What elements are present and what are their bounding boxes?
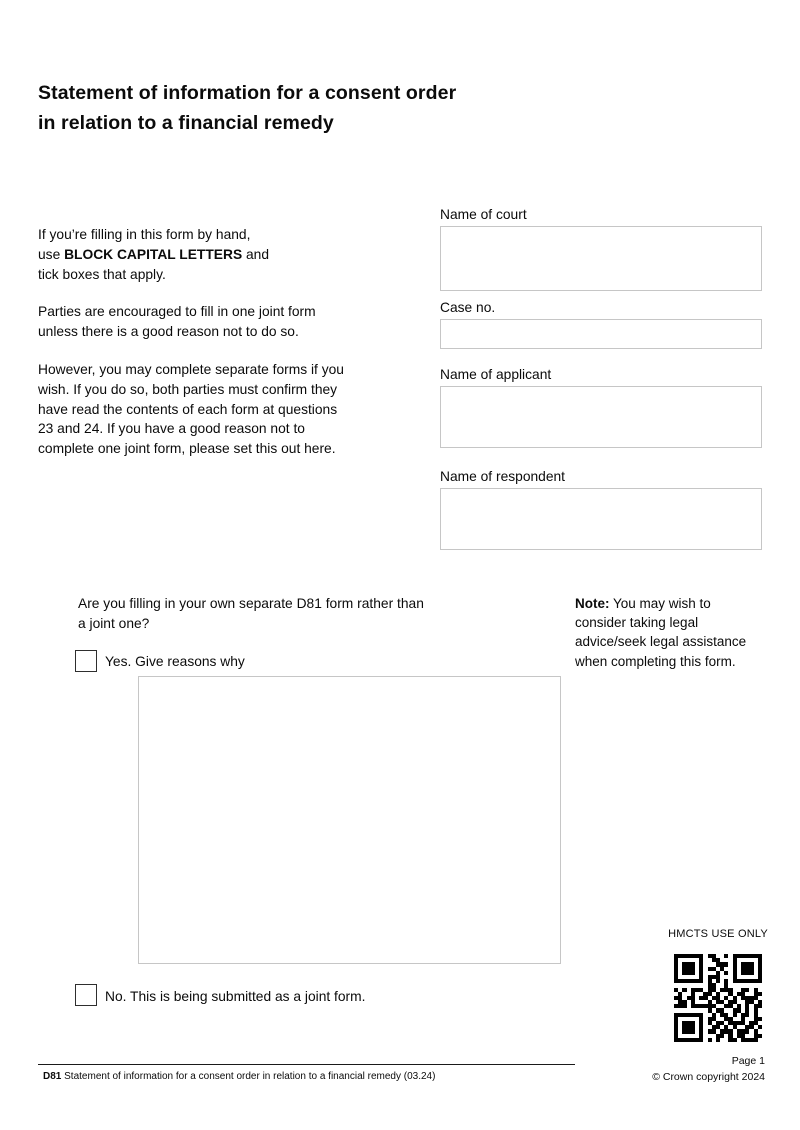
- intro-paragraph-joint: [38, 302, 438, 342]
- note-bold-prefix: Note:: [575, 596, 610, 611]
- question-line2: a joint one?: [78, 615, 150, 631]
- intro-hand-line2-bold: BLOCK CAPITAL LETTERS: [64, 246, 243, 262]
- yes-checkbox-label: Yes. Give reasons why: [105, 654, 245, 669]
- intro-paragraph-hand: [38, 225, 438, 284]
- reasons-why-field[interactable]: [138, 676, 561, 964]
- name-of-applicant-field[interactable]: [440, 386, 762, 448]
- question-line1: Are you filling in your own separate D81 form rather than: [78, 596, 424, 611]
- footer-form-reference: [43, 1071, 583, 1083]
- note-line3: advice/seek legal assistance: [575, 634, 747, 650]
- no-checkbox-label: No. This is being submitted as a joint form.: [105, 989, 366, 1004]
- footer-form-code: D81: [43, 1071, 62, 1082]
- page-title: [38, 78, 638, 138]
- intro-hand-line3: tick boxes that apply.: [38, 266, 166, 282]
- intro-hand-line2-post: and: [242, 246, 270, 262]
- hmcts-qr-code: [674, 954, 762, 1042]
- intro-separate-line2: wish. If you do so, both parties must confirm they: [38, 381, 338, 397]
- name-of-court-field[interactable]: [440, 226, 762, 291]
- intro-text: [38, 225, 438, 477]
- crown-copyright: © Crown copyright 2024: [652, 1071, 765, 1083]
- intro-hand-line1: If you’re filling in this form by hand,: [38, 227, 251, 242]
- page-title-line-2: in relation to a financial remedy: [38, 112, 334, 134]
- page-number: Page 1: [731, 1055, 765, 1067]
- note-line2: consider taking legal: [575, 615, 699, 631]
- footer-divider: [38, 1064, 575, 1065]
- name-of-respondent-field[interactable]: [440, 488, 762, 550]
- case-no-label: Case no.: [440, 300, 496, 315]
- note-line4: when completing this form.: [575, 653, 736, 669]
- name-of-respondent-label: Name of respondent: [440, 469, 566, 484]
- note-line1: You may wish to: [609, 596, 711, 611]
- intro-hand-line2-pre: use: [38, 246, 65, 262]
- intro-separate-line1: However, you may complete separate forms if you: [38, 361, 344, 377]
- name-of-applicant-label: Name of applicant: [440, 367, 552, 382]
- case-no-field[interactable]: [440, 319, 762, 349]
- intro-separate-line5: complete one joint form, please set this out here.: [38, 441, 336, 457]
- intro-separate-line4: 23 and 24. If you have a good reason not to: [38, 421, 305, 437]
- name-of-court-label: Name of court: [440, 207, 527, 222]
- footer-form-title: Statement of information for a consent order in relation to a financial remedy (03.24): [61, 1071, 436, 1082]
- separate-form-question: [78, 594, 538, 634]
- intro-separate-line3: have read the contents of each form at questions: [38, 401, 338, 417]
- legal-advice-note: [575, 594, 767, 671]
- no-checkbox[interactable]: [75, 984, 97, 1006]
- page-title-line-1: Statement of information for a consent order: [38, 82, 457, 104]
- hmcts-use-only-label: HMCTS USE ONLY: [668, 928, 768, 940]
- yes-checkbox[interactable]: [75, 650, 97, 672]
- intro-joint-line1: Parties are encouraged to fill in one joint form: [38, 304, 316, 320]
- intro-joint-line2: unless there is a good reason not to do so.: [38, 324, 299, 340]
- intro-paragraph-separate: [38, 360, 438, 459]
